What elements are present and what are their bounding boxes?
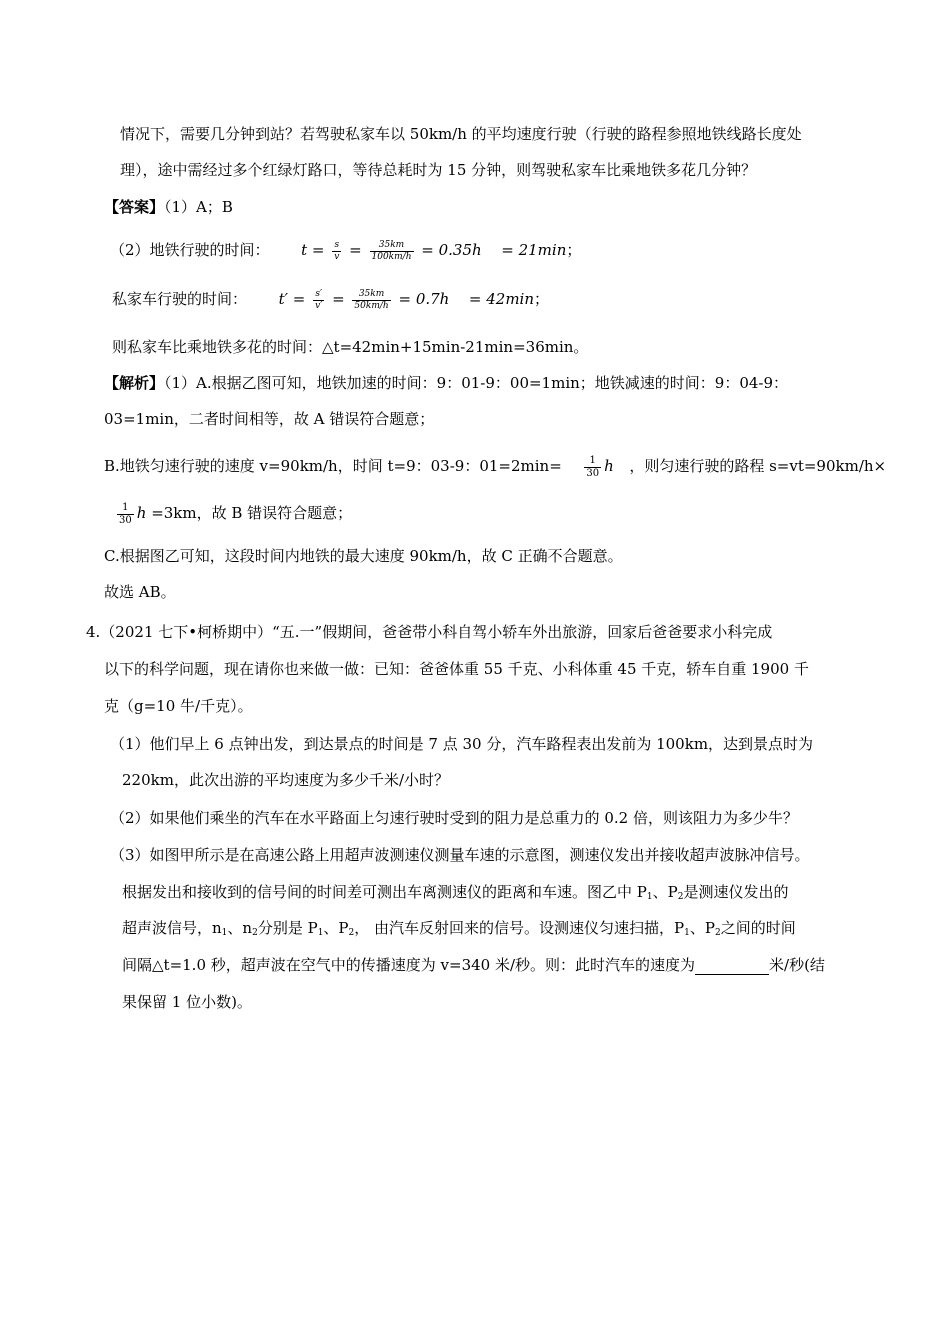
- q3-line-1: 情况下，需要几分钟到站？若驾驶私家车以 50km/h 的平均速度行驶（行驶的路程参照地铁线路长度处: [120, 125, 802, 143]
- analysis-line-1: [104, 373, 788, 393]
- analysis-b-line-2: [114, 500, 352, 527]
- q4-line-2: 以下的科学问题，现在请你也来做一做：已知：爸爸体重 55 千克、小科体重 45 千克，轿车自重 1900 千: [104, 660, 809, 678]
- answer-part-2-label: （2）地铁行驶的时间：: [110, 241, 270, 259]
- analysis-b-h-2: ℎ: [136, 504, 147, 522]
- analysis-c-line: C.根据图乙可知，这段时间内地铁的最大速度 90km/h，故 C 正确不合题意。: [104, 547, 623, 565]
- formula1-end: ；: [566, 241, 582, 259]
- analysis-b-line-1: [104, 453, 886, 480]
- answer-line-3: [112, 286, 549, 312]
- q3-line-2: 理），途中需经过多个红绿灯路口，等待总耗时为 15 分钟，则驾驶私家车比乘地铁多花几分钟？: [120, 161, 757, 179]
- answer-line-2: [110, 237, 581, 263]
- answer-line-1: [104, 197, 233, 217]
- q4-p3-line-4: 间隔△t=1.0 秒，超声波在空气中的传播速度为 v=340 米/秒。则：此时汽车的速度为 米/秒(结: [122, 956, 825, 974]
- answer-line-4: 则私家车比乘地铁多花的时间：△t=42min+15min-21min=36min。: [112, 338, 589, 356]
- q4-p2: （2）如果他们乘坐的汽车在水平路面上匀速行驶时受到的阻力是总重力的 0.2 倍，则该阻力为多少牛？: [110, 809, 798, 827]
- q4-p3-line-2: 根据发出和接收到的信号间的时间差可测出车离测速仪的距离和车速。图乙中 $P_1$、$P_2$是测速仪发出的: [122, 883, 789, 902]
- analysis-b-post: ，则匀速行驶的路程 s=vt=90km/h×: [629, 457, 887, 475]
- analysis-b-h-1: ℎ: [604, 457, 614, 475]
- formula2-lhs: t′ =: [278, 290, 306, 308]
- formula2-eq: =: [332, 290, 345, 308]
- answer-blank[interactable]: [695, 958, 769, 975]
- analysis-final: 故选 AB。: [104, 583, 176, 601]
- formula1-lhs: t =: [301, 241, 325, 259]
- formula1-rhs2: = 21min: [501, 241, 567, 259]
- analysis-b-frac-2: $\frac{1}{30}$: [119, 501, 132, 526]
- q4-line-1: 4.（2021 七下•柯桥期中）“五.一”假期间，爸爸带小科自驾小轿车外出旅游，回家后爸爸要求小科完成: [86, 623, 773, 641]
- answer-part-1: （1）A；B: [164, 198, 233, 216]
- q4-line-3: 克（g=10 牛/千克）。: [104, 697, 253, 715]
- q4-p3-line-5: 果保留 1 位小数)。: [122, 993, 252, 1011]
- formula1-rhs: = 0.35ℎ: [421, 241, 482, 259]
- formula2-end: ；: [534, 290, 550, 308]
- formula2-rhs2: = 42min: [468, 290, 535, 308]
- formula2-frac-1: $\frac{s'}{v'}$: [315, 288, 323, 311]
- formula1-frac-2: $\frac{35km}{\text{100km/ℎ}}$: [371, 239, 412, 262]
- analysis-b-pre: B.地铁匀速行驶的速度 v=90km/h，时间 t=9：03-9：01=2min=: [104, 457, 562, 475]
- analysis-line-2: 03=1min，二者时间相等，故 A 错误符合题意；: [104, 410, 435, 428]
- q4-p1-line-2: 220km，此次出游的平均速度为多少千米/小时？: [122, 771, 449, 789]
- analysis-b-line-2-text: =3km，故 B 错误符合题意；: [151, 504, 353, 522]
- analysis-tag: 【解析】: [104, 374, 165, 392]
- analysis-b-frac-1: $\frac{1}{30}$: [586, 454, 600, 479]
- formula2-frac-2: $\frac{35km}{\text{50km/ℎ}}$: [354, 288, 389, 311]
- q4-p3-line-1: （3）如图甲所示是在高速公路上用超声波测速仪测量车速的示意图，测速仪发出并接收超声波脉冲信号。: [110, 846, 810, 864]
- formula2-rhs: = 0.7ℎ: [398, 290, 450, 308]
- formula1-frac-1: $\frac{s}{v}$: [334, 239, 340, 262]
- analysis-a-line-1: （1）A.根据乙图可知，地铁加速的时间：9：01-9：00=1min；地铁减速的时间：9：04-9：: [164, 374, 789, 392]
- q4-p1-line-1: （1）他们早上 6 点钟出发，到达景点的时间是 7 点 30 分，汽车路程表出发前为 100km，达到景点时为: [110, 735, 814, 753]
- answer-part-3-label: 私家车行驶的时间：: [112, 290, 248, 308]
- formula1-eq: =: [349, 241, 362, 259]
- q4-p3-line-3: 超声波信号，$n_1$、$n_2$分别是 $P_1$、$P_2$， 由汽车反射回来的信号。设测速仪匀速扫描，$P_1$、$P_2$之间的时间: [122, 919, 796, 938]
- answer-tag: 【答案】: [104, 198, 165, 216]
